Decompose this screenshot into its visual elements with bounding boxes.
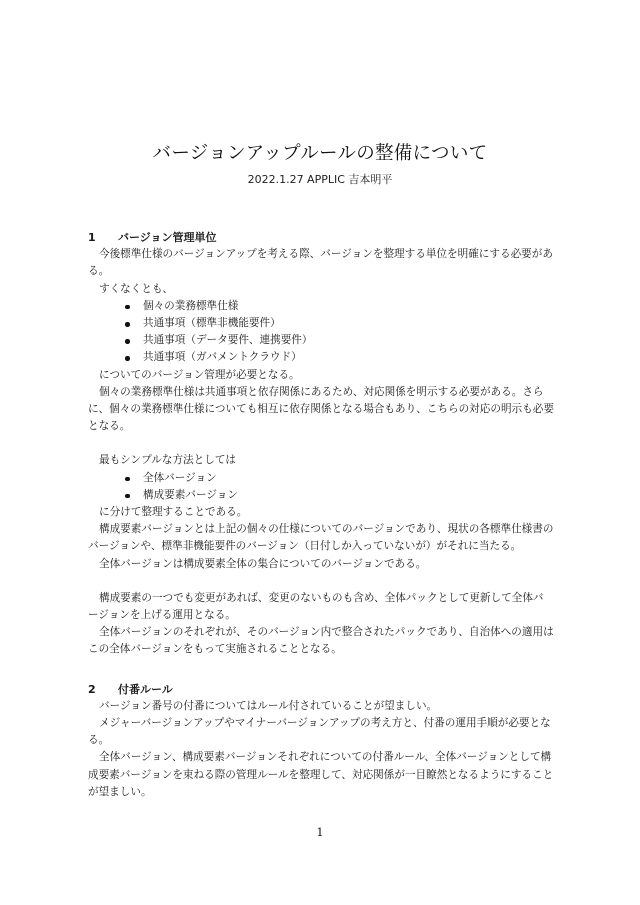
paragraph: 個々の業務標準仕様は共通事項と依存関係にあるため、対応関係を明示する必要がある。さらに、個々の業務標準仕様についても相互に依存関係となる場合もあり、こちらの対応の明示も必要となる。 bbox=[88, 385, 554, 433]
list-item: 個々の業務標準仕様 bbox=[125, 298, 554, 315]
paragraph: 全体バージョンのそれぞれが、そのバージョン内で整合されたパックであり、自治体への適用はこの全体バージョンをもって実施されることとなる。 bbox=[88, 626, 554, 656]
paragraph: バージョン番号の付番についてはルール付されていることが望ましい。 bbox=[99, 699, 438, 712]
paragraph: メジャーバージョンアップやマイナーバージョンアップの考え方と、付番の運用手順が必要となる。 bbox=[88, 717, 551, 747]
list-item: 全体バージョン bbox=[125, 470, 554, 487]
bullet-list bbox=[88, 298, 554, 367]
document-body bbox=[88, 229, 554, 801]
section-2-number: 2 bbox=[88, 682, 96, 696]
paragraph: に分けて整理することである。 bbox=[99, 506, 248, 519]
spacer bbox=[88, 659, 554, 681]
paragraph: 全体バージョンは構成要素全体の集合についてのバージョンである。 bbox=[99, 557, 427, 570]
spacer bbox=[88, 573, 554, 590]
section-1-heading bbox=[88, 229, 554, 246]
paragraph: 今後標準仕様のバージョンアップを考える際、バージョンを整理する単位を明確にする必要がある。 bbox=[88, 248, 553, 278]
paragraph: 全体バージョン、構成要素バージョンそれぞれについての付番ルール、全体バージョンとして構成要素バージョンを束ねる際の管理ルールを整理して、対応関係が一目瞭然となるようにすることが望ましい。 bbox=[88, 751, 554, 798]
section-2-heading bbox=[88, 681, 554, 698]
section-1-number: 1 bbox=[88, 231, 96, 244]
section-2-title: 付番ルール bbox=[118, 682, 173, 696]
list-item: 共通事項（ガバメントクラウド） bbox=[125, 349, 554, 366]
paragraph: 最もシンプルな方法としては bbox=[99, 454, 237, 467]
list-item: 共通事項（データ要件、連携要件） bbox=[125, 332, 554, 349]
paragraph: 構成要素の一つでも変更があれば、変更のないものも含め、全体パックとして更新して全体バージョンを上げる運用となる。 bbox=[88, 591, 544, 622]
page-number: 1 bbox=[316, 826, 324, 839]
bullet-list bbox=[88, 470, 554, 504]
paragraph: 構成要素バージョンとは上記の個々の仕様についてのバージョンであり、現状の各標準仕様書のバージョンや、標準非機能要件のバージョン（日付しか入っていないが）がそれに当たる。 bbox=[88, 523, 554, 553]
section-1-title: バージョン管理単位 bbox=[118, 231, 217, 244]
list-item: 構成要素バージョン bbox=[125, 487, 554, 504]
paragraph: すくなくとも、 bbox=[99, 282, 174, 295]
spacer bbox=[88, 435, 554, 452]
document-subtitle: 2022.1.27 APPLIC 吉本明平 bbox=[247, 173, 393, 186]
list-item: 共通事項（標準非機能要件） bbox=[125, 315, 554, 332]
paragraph: についてのバージョン管理が必要となる。 bbox=[99, 368, 300, 381]
document-title: バージョンアップルールの整備について bbox=[152, 143, 488, 164]
